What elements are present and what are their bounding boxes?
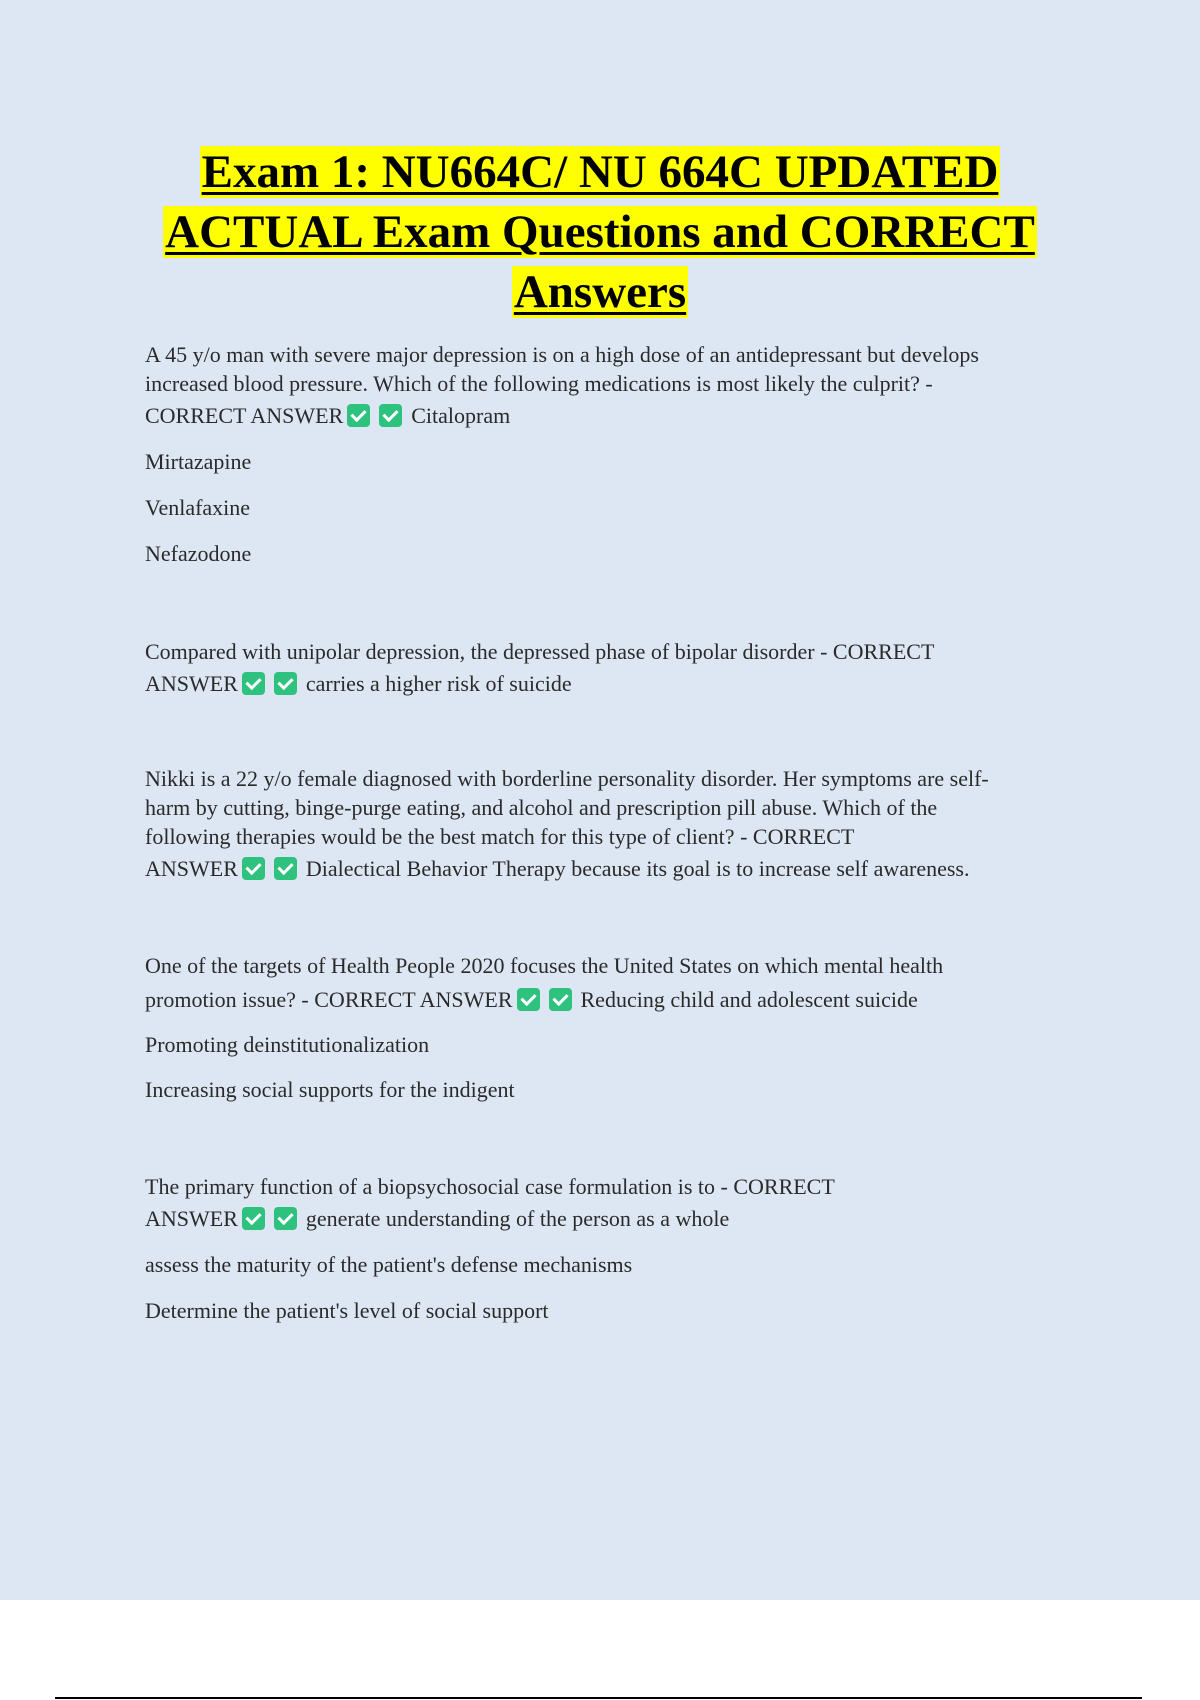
check-mark-icon [242, 672, 265, 695]
question-line: Nikki is a 22 y/o female diagnosed with borderline personality disorder. Her symptoms are self- [145, 766, 989, 791]
correct-answer: generate understanding of the person as a whole [305, 1206, 730, 1231]
option-item: Nefazodone [145, 541, 252, 566]
question-line: harm by cutting, binge-purge eating, and alcohol and prescription pill abuse. Which of the [145, 795, 938, 820]
qa-block-3 [145, 764, 1075, 883]
check-mark-icon [379, 404, 402, 427]
option-item: Venlafaxine [145, 495, 251, 520]
question-stem [145, 340, 1075, 398]
option-item: Increasing social supports for the indigent [145, 1077, 515, 1102]
option-item: assess the maturity of the patient's defense mechanisms [145, 1252, 633, 1277]
question-stem: The primary function of a biopsychosocial case formulation is to - CORRECT [145, 1174, 835, 1199]
answer-label: CORRECT ANSWER [145, 403, 344, 428]
title-line-3: Answers [513, 266, 687, 318]
qa-block-4 [145, 951, 1075, 1104]
answer-label: ANSWER [145, 671, 238, 696]
option-item: Determine the patient's level of social support [145, 1298, 549, 1323]
qa-block-2 [145, 637, 1075, 698]
answer-label: ANSWER [145, 856, 238, 881]
document-title [100, 142, 1100, 322]
qa-block-1 [145, 340, 1075, 568]
answer-line [145, 1204, 1075, 1233]
answer-label: promotion issue? - CORRECT ANSWER [145, 987, 513, 1012]
answer-line [145, 401, 1075, 430]
check-mark-icon [347, 404, 370, 427]
check-mark-icon [242, 857, 265, 880]
check-mark-icon [549, 988, 572, 1011]
correct-answer: Citalopram [411, 403, 511, 428]
check-mark-icon [274, 1207, 297, 1230]
answer-line [145, 669, 1075, 698]
answer-label: ANSWER [145, 1206, 238, 1231]
check-mark-icon [274, 857, 297, 880]
title-line-1: Exam 1: NU664C/ NU 664C UPDATED [201, 146, 999, 198]
question-stem: One of the targets of Health People 2020 focuses the United States on which mental health [145, 953, 944, 978]
option-item: Promoting deinstitutionalization [145, 1032, 430, 1057]
correct-answer: carries a higher risk of suicide [305, 671, 572, 696]
title-line-2: ACTUAL Exam Questions and CORRECT [165, 206, 1035, 258]
question-line: A 45 y/o man with severe major depression is on a high dose of an antidepressant but develops [145, 342, 979, 367]
footer-divider [55, 1697, 1142, 1699]
check-mark-icon [274, 672, 297, 695]
check-mark-icon [242, 1207, 265, 1230]
correct-answer: Reducing child and adolescent suicide [580, 987, 918, 1012]
correct-answer: Dialectical Behavior Therapy because its goal is to increase self awareness. [305, 856, 970, 881]
question-line: following therapies would be the best match for this type of client? - CORRECT [145, 824, 855, 849]
question-line: increased blood pressure. Which of the following medications is most likely the culprit? - [145, 371, 933, 396]
option-item: Mirtazapine [145, 449, 252, 474]
question-stem: Compared with unipolar depression, the depressed phase of bipolar disorder - CORRECT [145, 639, 935, 664]
check-mark-icon [517, 988, 540, 1011]
answer-line [145, 985, 1075, 1014]
question-stem [145, 764, 1075, 851]
answer-line [145, 854, 1075, 883]
qa-block-5 [145, 1172, 1075, 1325]
